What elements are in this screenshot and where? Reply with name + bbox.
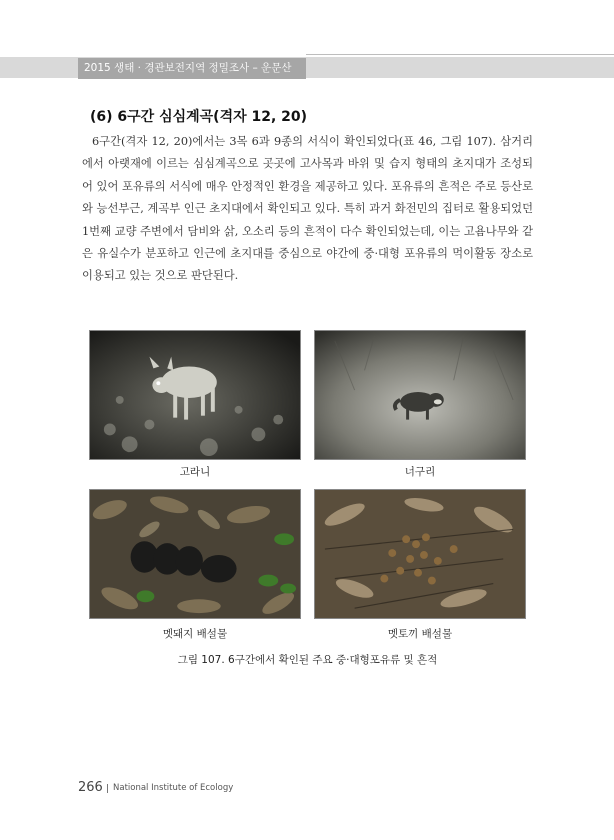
section-title: (6) 6구간 심심계곡(격자 12, 20) (90, 109, 308, 125)
figure-caption: 그림 107. 6구간에서 확인된 주요 중·대형포유류 및 흔적 (177, 654, 438, 666)
photo-caption-hare-droppings: 멧토끼 배설물 (387, 628, 453, 640)
page-number: 266 (78, 780, 103, 795)
photo-hare-droppings (314, 489, 526, 619)
photo-wild-boar-droppings (89, 489, 301, 619)
photo-raccoon-dog (314, 330, 526, 460)
photo-caption-water-deer: 고라니 (179, 466, 211, 478)
footer-separator (107, 784, 108, 793)
photo-caption-raccoon-dog: 너구리 (404, 466, 436, 478)
photo-caption-wild-boar-droppings: 멧돼지 배설물 (162, 628, 228, 640)
body-paragraph: 6구간(격자 12, 20)에서는 3목 6과 9종의 서식이 확인되었다(표 46, 그림 107). 삼거리에서 아랫재에 이르는 심심계곡으로 곳곳에 고사목과 바위 및 습지 형태의 초지대가 조성되어 있어 포유류의 서식에 매우 안정적인 환경을 제공하고 있다. 포유류의 흔적은 주로 등산로와 능선부근, 계곡부 인근 초지대에서 확인되고 있다. 특히 과거 화전민의 집터로 활용되었던 1번째 교량 주변에서 담비와 삵, 오소리 등의 흔적이 다수 확인되었는데, 이는 고욤나무와 같은 유실수가 분포하고 인근에 초지대를 중심으로 야간에 중·대형 포유류의 먹이활동 장소로 이용되고 있는 것으로 판단된다. (82, 135, 533, 283)
header-rule (306, 54, 614, 55)
photo-water-deer (89, 330, 301, 460)
running-title: 2015 생태 · 경관보전지역 정밀조사 – 운문산 (78, 58, 306, 79)
footer-institution: National Institute of Ecology (113, 783, 234, 793)
